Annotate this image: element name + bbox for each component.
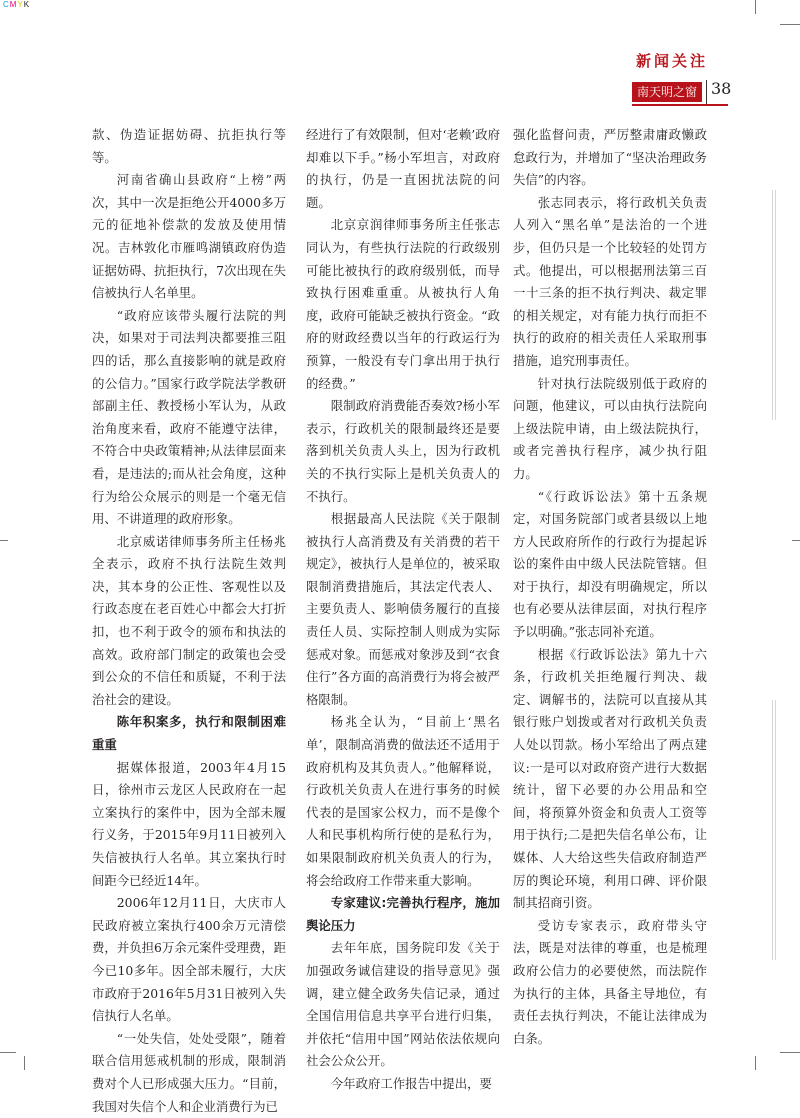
article-column-2 bbox=[306, 124, 500, 1096]
subheading: 专家建议:完善执行程序，施加舆论压力 bbox=[306, 895, 500, 933]
paragraph: 根据《行政诉讼法》第九十六条，行政机关拒绝履行判决、裁定、调解书的，法院可以直接从其银行账户划拨或者对行政机关负责人处以罚款。杨小军给出了两点建议:一是可以对政府资产进行大数据统计，留下必要的办公用品和空间，将预算外资金和负责人工资等用于执行;二是把失信名单公布，让媒体、人大给这些失信政府制造严厉的舆论环境，利用口碑、评价限制其招商引资。 bbox=[513, 646, 707, 911]
paragraph: 北京威诺律师事务所主任杨兆全表示，政府不执行法院生效判决，其本身的公正性、客观性以及行政态度在老百姓心中都会大打折扣，也不利于政令的颁布和执法的高效。政府部门制定的政策也会受到公众的不信任和质疑，不利于法治社会的建设。 bbox=[92, 533, 286, 707]
paragraph: “《行政诉讼法》第十五条规定，对国务院部门或者县级以上地方人民政府所作的行政行为提起诉讼的案件由中级人民法院管辖。但对于执行，却没有明确规定，所以也有必要从法律层面，对执行程序予以明确。”张志同补充道。 bbox=[513, 488, 707, 640]
crop-mark-bottom-right bbox=[780, 1052, 800, 1053]
paragraph: “一处失信，处处受限”，随着联合信用惩戒机制的形成，限制消费对个人已形成强大压力。“目前，我国对失信个人和企业消费行为已 bbox=[92, 1030, 286, 1114]
crop-mark-right-top bbox=[780, 24, 800, 25]
paragraph: 据媒体报道，2003年4月15日，徐州市云龙区人民政府在一起立案执行的案件中，因为全部未履行义务，于2015年9月11日被列入失信被执行人名单。其立案执行时间距今已经近14年。 bbox=[92, 759, 286, 888]
paragraph: 限制政府消费能否奏效?杨小军表示，行政机关的限制最终还是要落到机关负责人头上，因为行政机关的不执行实际上是机关负责人的不执行。 bbox=[306, 398, 500, 504]
column-name-badge: 南天明之窗 bbox=[632, 82, 702, 102]
paragraph: “政府应该带头履行法院的判决，如果对于司法判决都要推三阻四的话，那么直接影响的就是政府的公信力。”国家行政学院法学教研部副主任、教授杨小军认为，从政治角度来看，政府不能遵守法律，不符合中央政策精神;从法律层面来看，是违法的;而从社会角度，这种行为给公众展示的则是一个毫无信用、不讲道理的政府形象。 bbox=[92, 307, 286, 527]
print-color-marks: CMYK bbox=[3, 0, 31, 9]
article-column-3 bbox=[513, 124, 707, 1050]
edge-rail bbox=[775, 700, 776, 960]
header-rule bbox=[632, 104, 728, 106]
paragraph: 针对执行法院级别低于政府的问题，他建议，可以由执行法院向上级法院申请，由上级法院执行，或者完善执行程序，减少执行阻力。 bbox=[513, 375, 707, 481]
paragraph: 今年政府工作报告中提出，要 bbox=[330, 1075, 492, 1091]
paragraph: 2006年12月11日，大庆市人民政府被立案执行400余万元清偿费，并负担6万余元案件受理费，距今已10多年。因全部未履行，大庆市政府于2016年5月31日被列入失信执行人名单。 bbox=[92, 895, 286, 1024]
paragraph: 受访专家表示，政府带头守法，既是对法律的尊重，也是梳理政府公信力的必要使然，而法院作为执行的主体，具备主导地位，有责任去执行判决，不能让法律成为白条。 bbox=[513, 917, 707, 1046]
paragraph: 款、伪造证据妨碍、抗拒执行等等。 bbox=[92, 127, 286, 165]
crop-mark-left-mid bbox=[0, 540, 8, 541]
edge-rail bbox=[775, 190, 776, 420]
paragraph: 北京京润律师事务所主任张志同认为，有些执行法院的行政级别可能比被执行的政府级别低，而导致执行困难重重。从被执行人角度，政府可能缺乏被执行资金。“政府的财政经费以当年的行政运行为预算，一般没有专门拿出用于执行的经费。” bbox=[306, 217, 500, 391]
crop-mark-bottom-left-v bbox=[24, 1056, 25, 1070]
edge-rail bbox=[772, 700, 773, 960]
crop-mark-bottom-left bbox=[0, 1052, 16, 1053]
crop-mark-top-right bbox=[755, 0, 756, 14]
crop-mark-bottom-right-v bbox=[755, 1056, 756, 1070]
paragraph: 杨兆全认为，“目前上‘黑名单’，限制高消费的做法还不适用于政府机构及其负责人。”他解释说，行政机关负责人在进行事务的时候代表的是国家公权力，而不是像个人和民事机构所行使的是私行为，如果限制政府机关负责人的行为，将会给政府工作带来重大影响。 bbox=[306, 714, 500, 888]
paragraph: 经进行了有效限制，但对‘老赖’政府却难以下手。”杨小军坦言，对政府的执行，仍是一直困扰法院的问题。 bbox=[306, 127, 500, 210]
page-number: 38 bbox=[711, 79, 732, 98]
subheading: 陈年积案多，执行和限制困难重重 bbox=[92, 714, 286, 753]
header-divider bbox=[706, 80, 707, 104]
paragraph: 根据最高人民法院《关于限制被执行人高消费及有关消费的若干规定》，被执行人是单位的，被采取限制消费措施后，其法定代表人、主要负责人、影响债务履行的直接责任人员、实际控制人则成为实际惩戒对象。而惩戒对象涉及到“衣食住行”各方面的高消费行为将会被严格限制。 bbox=[306, 511, 500, 707]
article-column-1 bbox=[92, 124, 286, 1118]
paragraph: 强化监督问责，严厉整肃庸政懒政怠政行为，并增加了“坚决治理政务失信”的内容。 bbox=[513, 127, 707, 188]
paragraph: 去年年底，国务院印发《关于加强政务诚信建设的指导意见》强调，建立健全政务失信记录，通过全国信用信息共享平台进行归集，并依托“信用中国”网站依法依规向社会公众公开。 bbox=[306, 940, 500, 1069]
crop-mark-right-mid bbox=[792, 540, 800, 541]
section-title: 新闻关注 bbox=[635, 52, 708, 70]
paragraph: 河南省确山县政府“上榜”两次，其中一次是拒绝公开4000多万元的征地补偿款的发放及使用情况。吉林敦化市雁鸣湖镇政府伪造证据妨碍、抗拒执行，7次出现在失信被执行人名单里。 bbox=[92, 172, 286, 301]
edge-rail bbox=[772, 190, 773, 420]
paragraph: 张志同表示，将行政机关负责人列入“黑名单”是法治的一个进步，但仍只是一个比较轻的处罚方式。他提出，可以根据刑法第三百一十三条的拒不执行判决、裁定罪的相关规定，对有能力执行而拒不执行的政府的相关责任人采取刑事措施，追究刑事责任。 bbox=[513, 194, 707, 368]
